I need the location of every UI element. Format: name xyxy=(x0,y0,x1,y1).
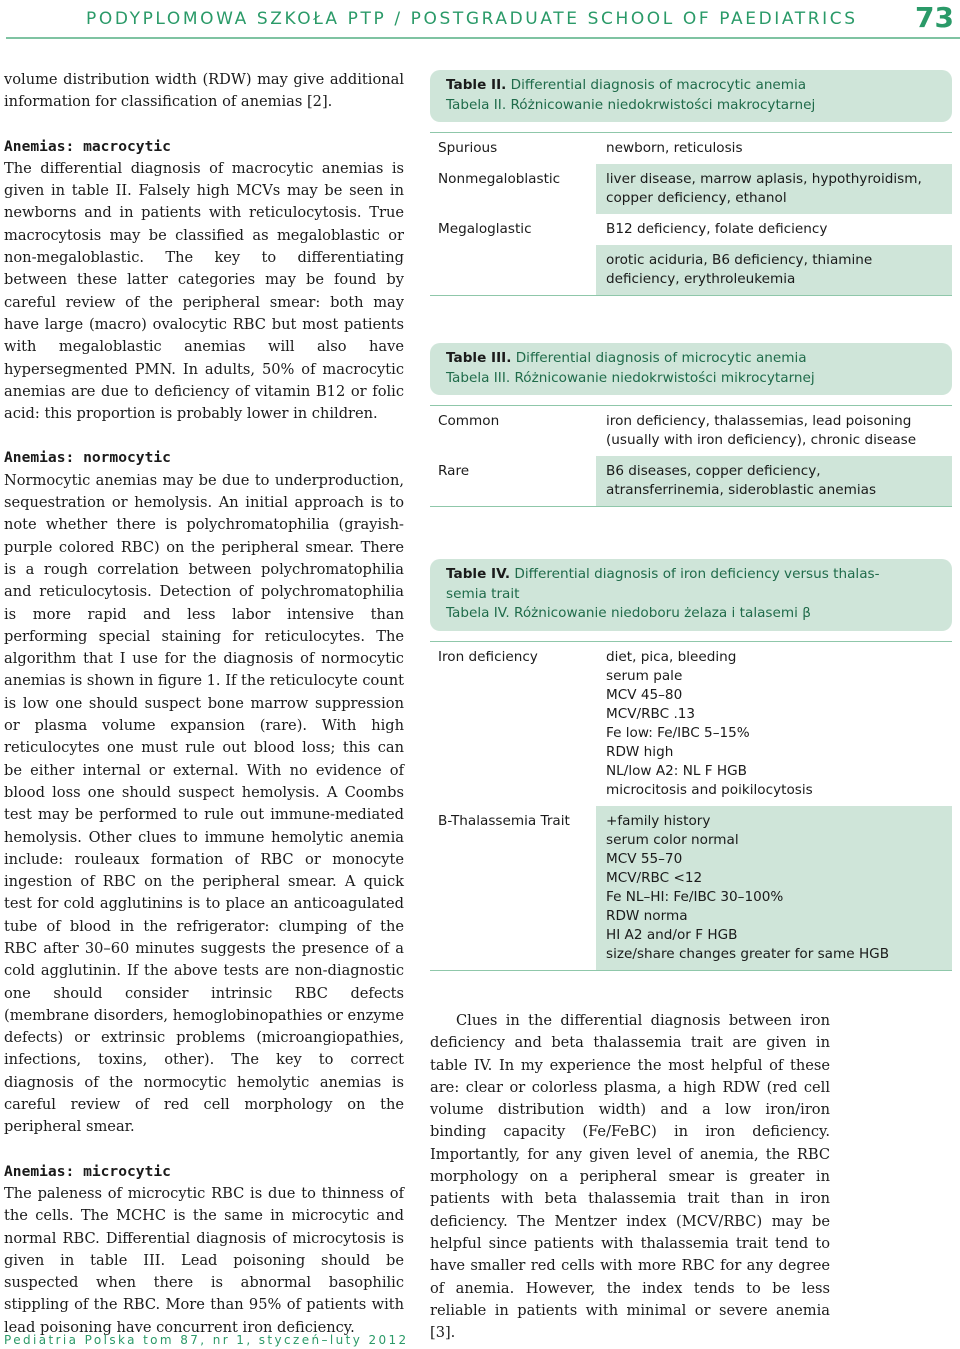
table-row-value: serum pale xyxy=(606,667,683,684)
normocytic-heading: Anemias: normocytic xyxy=(4,449,171,467)
thalassemia-paragraph: Clues in the differential diagnosis between iron deficiency and beta thalassemia trait are given in table IV. In my experience the most helpful of these are: clear or colorless plasma, a high RDW (red cell volume distribution width) and a low iron/iron binding capacity (Fe/FeBC) in iron deficiency. Importantly, for any given level of anemia, the RBC morphology on a peripheral smear is greater in patients with beta thalassemia trait than in iron deficiency. The Mentzer index (MCV/RBC) may be helpful since patients with thalassemia trait tend to have smaller red cells with more RBC for any degree of anemia. However, the index tends to be less reliable in patients with minimal or severe anemia [3]. xyxy=(430,1012,830,1342)
table-row-value: NL/low A2: NL F HGB xyxy=(606,762,747,779)
macrocytic-heading: Anemias: macrocytic xyxy=(4,137,171,155)
table-3-label: Table III. xyxy=(446,350,512,366)
table-row-value: MCV 55–70 xyxy=(606,850,683,867)
table-row-value: diet, pica, bleeding xyxy=(606,648,737,665)
table-row-value: (usually with iron deficiency), chronic disease xyxy=(606,432,917,448)
table-row-value: newborn, reticulosis xyxy=(606,140,743,156)
table-row-value: liver disease, marrow aplasis, hypothyroidism, xyxy=(606,171,922,187)
table-4-title-en-cont: semia trait xyxy=(446,585,520,602)
table-row xyxy=(430,641,952,806)
table-row-value: size/share changes greater for same HGB xyxy=(606,945,890,962)
table-3 xyxy=(430,343,952,507)
table-row-label: Spurious xyxy=(438,140,498,156)
microcytic-paragraph: The paleness of microcytic RBC is due to thinness of the cells. The MCHC is the same in microcytic and normal RBC. Differential diagnosis of microcytosis is given in table III. Lead poisoning should be suspected when there is abnormal basophilic stippling of the RBC. More than 95% of patients with lead poisoning have concurrent iron deficiency. xyxy=(4,1184,404,1336)
table-row-value: MCV/RBC <12 xyxy=(606,869,703,886)
table-row-value: MCV 45–80 xyxy=(606,686,683,703)
table-row xyxy=(430,806,952,971)
table-row-value: Fe low: Fe/IBC 5–15% xyxy=(606,724,750,741)
table-row-value: RDW high xyxy=(606,743,674,760)
table-4-title-pl: Tabela IV. Różnicowanie niedoboru żelaza i talasemi β xyxy=(446,605,811,621)
table-row-label: Megaloglastic xyxy=(438,221,532,237)
table-4-title-en: Differential diagnosis of iron deficiency versus thalas- xyxy=(510,566,880,582)
table-row-value: deficiency, erythroleukemia xyxy=(606,271,796,287)
table-row-value: B12 deficiency, folate deficiency xyxy=(606,221,828,237)
table-row-value: microcitosis and poikilocytosis xyxy=(606,781,813,798)
table-3-caption xyxy=(430,343,952,395)
right-column-text xyxy=(430,1010,830,1344)
table-2-caption xyxy=(430,70,952,122)
table-row xyxy=(430,214,952,245)
table-row-label: Common xyxy=(438,413,500,429)
table-row-value: +family history xyxy=(606,812,711,829)
table-3-title-pl: Tabela III. Różnicowanie niedokrwistości mikrocytarnej xyxy=(446,369,815,386)
table-row-value: HI A2 and/or F HGB xyxy=(606,926,738,943)
table-row-label: Iron deficiency xyxy=(438,648,538,665)
table-row-value: iron deficiency, thalassemias, lead poisoning xyxy=(606,413,912,429)
table-2-label: Table II. xyxy=(446,77,507,93)
intro-paragraph: volume distribution width (RDW) may give additional information for classification of anemias [2]. xyxy=(4,71,404,111)
table-4-label: Table IV. xyxy=(446,566,511,582)
table-row-label: Rare xyxy=(438,463,470,479)
table-row-label: Nonmegaloblastic xyxy=(438,171,561,187)
table-2-title-en: Differential diagnosis of macrocytic anemia xyxy=(506,77,807,93)
table-row xyxy=(430,245,952,296)
table-row xyxy=(430,405,952,456)
table-row-value: orotic aciduria, B6 deficiency, thiamine xyxy=(606,252,873,268)
table-4 xyxy=(430,559,952,971)
table-4-caption xyxy=(430,559,952,631)
header-rule xyxy=(6,37,960,39)
table-2 xyxy=(430,70,952,296)
table-row-value: Fe NL–HI: Fe/IBC 30–100% xyxy=(606,888,784,905)
table-row-value: MCV/RBC .13 xyxy=(606,705,696,722)
table-row-value: copper deficiency, ethanol xyxy=(606,190,787,206)
table-row-value: serum color normal xyxy=(606,831,739,848)
table-row-value: RDW norma xyxy=(606,907,688,924)
normocytic-paragraph: Normocytic anemias may be due to underproduction, sequestration or hemolysis. An initial approach is to note whether there is polychromatophilia (grayish-purple colored RBC) on the peripheral smear. There is a rough correlation between polychromatophilia and reticulocytosis. Detection of polychromatophilia is more rapid and less labor intensive than performing special staining for reticulocytes. The algorithm that I use for the diagnosis of normocytic anemias is shown in figure 1. If the reticulocyte count is low one should suspect bone marrow suppression or plasma volume expansion (rare). With high reticulocytes one must rule out blood loss; this can be either internal or external. With no evidence of blood loss one should suspect hemolysis. A Coombs test may be performed to rule out immune-mediated hemolysis. Other clues to immune hemolytic anemia include: rouleaux formation of RBC or monocyte ingestion of RBC on the peripheral smear. A quick test for cold agglutinins is to place an anticoagulated tube of blood in the refrigerator: clumping of the RBC after 30–60 minutes suggests the presence of a cold agglutinin. If the above tests are non-diagnostic one should consider intrinsic RBC defects (membrane disorders, hemoglobinopathies or enzyme defects) or extrinsic problems (microangiopathies, infections, toxins, other). The key to correct diagnosis of the normocytic hemolytic anemias is careful review of red cell morphology on the peripheral smear. xyxy=(4,471,404,1136)
journal-section-title: PODYPLOMOWA SZKOŁA PTP / POSTGRADUATE SCHOOL OF PAEDIATRICS xyxy=(86,9,858,29)
table-row-value: atransferrinemia, sideroblastic anemias xyxy=(606,482,877,498)
macrocytic-paragraph: The differential diagnosis of macrocytic anemias is given in table II. Falsely high MCVs may be seen in newborns and in patients with reticulocytosis. True macrocytosis may be classified as megaloblastic or non-megaloblastic. The key to differentiating between these latter categories may be found by careful review of the peripheral smear: both may have large (macro) ovalocytic RBC but most patients with megaloblastic anemias will also have hypersegmented PMN. In adults, 50% of macrocytic anemias are due to deficiency of vitamin B12 or folic acid: this proportion is probably lower in children. xyxy=(4,159,404,423)
table-3-title-en: Differential diagnosis of microcytic anemia xyxy=(511,350,807,366)
table-row-label: B-Thalassemia Trait xyxy=(438,812,570,829)
microcytic-heading: Anemias: microcytic xyxy=(4,1162,171,1180)
table-row xyxy=(430,164,952,214)
table-row xyxy=(430,456,952,507)
page-number: 73 xyxy=(915,1,954,34)
page-header xyxy=(0,0,960,40)
table-row-value: B6 diseases, copper deficiency, xyxy=(606,463,821,479)
left-column xyxy=(4,69,404,1339)
journal-footer: Pediatria Polska tom 87, nr 1, styczeń–luty 2012 xyxy=(4,1333,409,1347)
table-row xyxy=(430,132,952,164)
table-2-title-pl: Tabela II. Różnicowanie niedokrwistości makrocytarnej xyxy=(446,96,816,113)
